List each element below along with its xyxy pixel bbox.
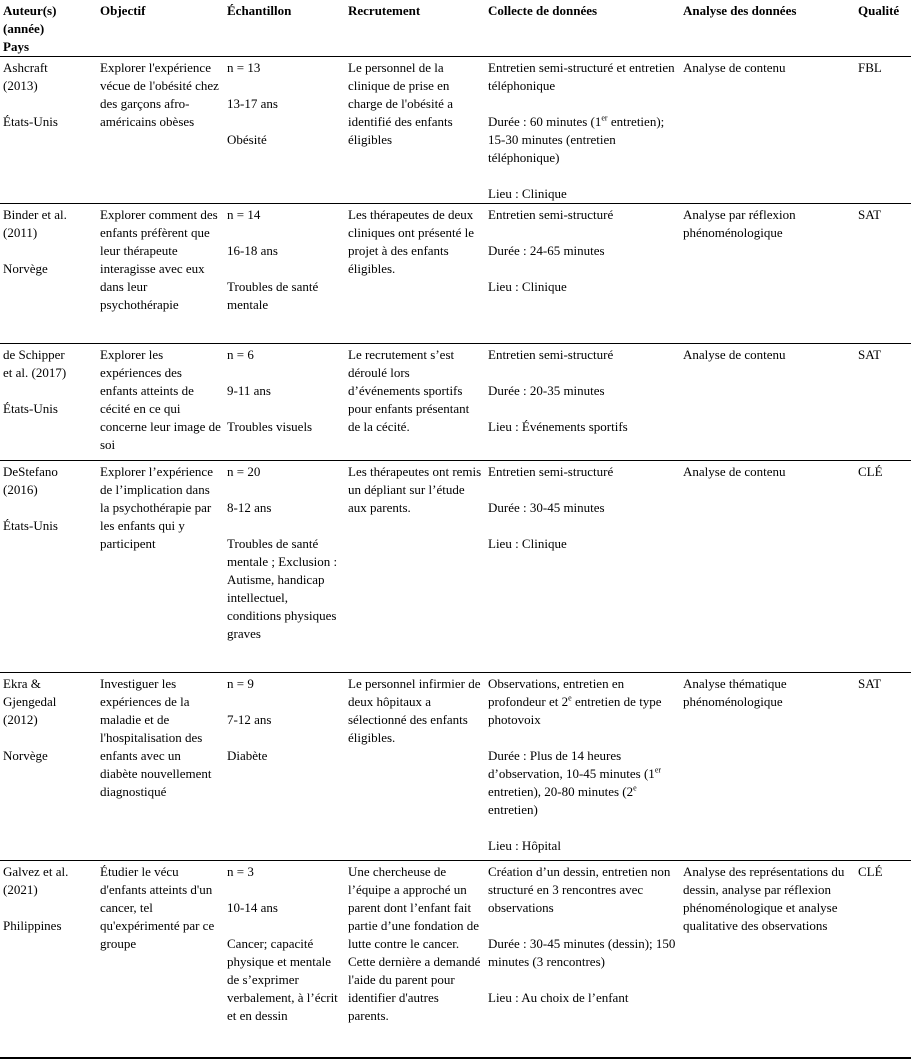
- cell-recrutement: Les thérapeutes ont remis un dépliant sur l’étude aux parents.: [345, 461, 485, 673]
- cell-objectif: Investiguer les expériences de la maladie et de l'hospitalisation des enfants avec un diabète nouvellement diagnostiqué: [97, 673, 224, 861]
- study-author: Binder et al. (2011): [3, 207, 67, 240]
- sample-condition: Diabète: [227, 748, 268, 763]
- cell-analyse: Analyse thématique phénoménologique: [680, 673, 855, 861]
- study-author: Ashcraft (2013): [3, 60, 48, 93]
- header-recrutement: Recrutement: [345, 0, 485, 57]
- collection-duration: Durée : 24-65 minutes: [488, 243, 605, 258]
- cell-echantillon: [224, 861, 345, 1058]
- sample-size: n = 3: [227, 864, 254, 879]
- cell-recrutement: Les thérapeutes de deux cliniques ont présenté le projet à des enfants éligibles.: [345, 204, 485, 344]
- study-country: États-Unis: [3, 518, 58, 533]
- sample-condition: Cancer; capacité physique et mentale de s’exprimer verbalement, à l’écrit et en dessin: [227, 936, 338, 1023]
- cell-auteur: [0, 861, 97, 1058]
- cell-auteur: [0, 461, 97, 673]
- collection-location: Lieu : Hôpital: [488, 838, 561, 853]
- table-row: [0, 673, 911, 861]
- header-echantillon: Échantillon: [224, 0, 345, 57]
- cell-qualite: CLÉ: [855, 461, 911, 673]
- cell-qualite: SAT: [855, 344, 911, 461]
- table-row: [0, 461, 911, 673]
- header-objectif: Objectif: [97, 0, 224, 57]
- study-author: de Schipper et al. (2017): [3, 347, 67, 380]
- study-author: DeStefano (2016): [3, 464, 58, 497]
- study-country: Norvège: [3, 748, 48, 763]
- cell-echantillon: [224, 344, 345, 461]
- collection-method: Création d’un dessin, entretien non structuré en 3 rencontres avec observations: [488, 864, 671, 915]
- cell-objectif: Étudier le vécu d'enfants atteints d'un cancer, tel qu'expérimenté par ce groupe: [97, 861, 224, 1058]
- study-author: Galvez et al. (2021): [3, 864, 69, 897]
- cell-echantillon: [224, 57, 345, 204]
- cell-recrutement: Le personnel infirmier de deux hôpitaux a sélectionné des enfants éligibles.: [345, 673, 485, 861]
- collection-method: Entretien semi-structuré: [488, 347, 614, 362]
- cell-objectif: Explorer l’expérience de l’implication dans la psychothérapie par les enfants qui y participent: [97, 461, 224, 673]
- cell-objectif: Explorer comment des enfants préfèrent que leur thérapeute interagisse avec eux dans leur psychothérapie: [97, 204, 224, 344]
- cell-objectif: Explorer les expériences des enfants atteints de cécité en ce qui concerne leur image de soi: [97, 344, 224, 461]
- cell-echantillon: [224, 204, 345, 344]
- collection-duration: Durée : Plus de 14 heures d’observation, 10-45 minutes (1er entretien), 20-80 minutes (2e entretien): [488, 748, 662, 817]
- sample-age: 8-12 ans: [227, 500, 272, 515]
- sample-age: 13-17 ans: [227, 96, 278, 111]
- cell-echantillon: [224, 461, 345, 673]
- collection-location: Lieu : Clinique: [488, 279, 567, 294]
- sample-age: 16-18 ans: [227, 243, 278, 258]
- study-country: États-Unis: [3, 401, 58, 416]
- sample-size: n = 9: [227, 676, 254, 691]
- collection-duration: Durée : 30-45 minutes (dessin); 150 minutes (3 rencontres): [488, 936, 676, 969]
- table-row: [0, 861, 911, 1058]
- collection-method: Observations, entretien en profondeur et 2e entretien de type photovoix: [488, 676, 662, 727]
- cell-analyse: Analyse de contenu: [680, 461, 855, 673]
- cell-recrutement: Une chercheuse de l’équipe a approché un parent dont l’enfant fait partie d’une fondation de lutte contre le cancer. Cette dernière a demandé l'aide du parent pour identifier d'autres parents.: [345, 861, 485, 1058]
- cell-objectif: Explorer l'expérience vécue de l'obésité chez des garçons afro-américains obèses: [97, 57, 224, 204]
- sample-size: n = 14: [227, 207, 261, 222]
- sample-condition: Obésité: [227, 132, 267, 147]
- cell-collecte: [485, 344, 680, 461]
- collection-duration: Durée : 30-45 minutes: [488, 500, 605, 515]
- sample-condition: Troubles de santé mentale ; Exclusion : Autisme, handicap intellectuel, conditions physiques graves: [227, 536, 338, 641]
- header-auteur: Auteur(s) (année) Pays: [0, 0, 97, 57]
- cell-analyse: Analyse par réflexion phénoménologique: [680, 204, 855, 344]
- table-row: [0, 344, 911, 461]
- collection-duration: Durée : 20-35 minutes: [488, 383, 605, 398]
- study-country: Philippines: [3, 918, 62, 933]
- sample-size: n = 6: [227, 347, 254, 362]
- cell-analyse: Analyse de contenu: [680, 57, 855, 204]
- collection-location: Lieu : Clinique: [488, 186, 567, 201]
- cell-analyse: Analyse de contenu: [680, 344, 855, 461]
- collection-location: Lieu : Clinique: [488, 536, 567, 551]
- cell-collecte: [485, 57, 680, 204]
- cell-qualite: FBL: [855, 57, 911, 204]
- cell-qualite: CLÉ: [855, 861, 911, 1058]
- study-author: Ekra & Gjengedal (2012): [3, 676, 57, 727]
- sample-size: n = 20: [227, 464, 261, 479]
- table-row: [0, 57, 911, 204]
- cell-qualite: SAT: [855, 204, 911, 344]
- sample-age: 10-14 ans: [227, 900, 278, 915]
- cell-collecte: [485, 673, 680, 861]
- table-header: [0, 0, 911, 57]
- header-qualite: Qualité: [855, 0, 911, 57]
- cell-collecte: [485, 861, 680, 1058]
- cell-collecte: [485, 204, 680, 344]
- cell-recrutement: Le personnel de la clinique de prise en charge de l'obésité a identifié des enfants éligibles: [345, 57, 485, 204]
- cell-qualite: SAT: [855, 673, 911, 861]
- sample-age: 9-11 ans: [227, 383, 271, 398]
- cell-auteur: [0, 673, 97, 861]
- study-country: États-Unis: [3, 114, 58, 129]
- collection-location: Lieu : Événements sportifs: [488, 419, 628, 434]
- cell-recrutement: Le recrutement s’est déroulé lors d’événements sportifs pour enfants présentant de la cécité.: [345, 344, 485, 461]
- header-analyse: Analyse des données: [680, 0, 855, 57]
- collection-method: Entretien semi-structuré: [488, 207, 614, 222]
- sample-age: 7-12 ans: [227, 712, 272, 727]
- cell-auteur: [0, 344, 97, 461]
- header-collecte: Collecte de données: [485, 0, 680, 57]
- cell-analyse: Analyse des représentations du dessin, analyse par réflexion phénoménologique et analyse qualitative des observations: [680, 861, 855, 1058]
- collection-method: Entretien semi-structuré et entretien téléphonique: [488, 60, 675, 93]
- collection-duration: Durée : 60 minutes (1er entretien); 15-30 minutes (entretien téléphonique): [488, 113, 665, 165]
- sample-size: n = 13: [227, 60, 261, 75]
- study-country: Norvège: [3, 261, 48, 276]
- cell-auteur: [0, 57, 97, 204]
- table-row: [0, 204, 911, 344]
- collection-location: Lieu : Au choix de l’enfant: [488, 990, 629, 1005]
- cell-echantillon: [224, 673, 345, 861]
- cell-auteur: [0, 204, 97, 344]
- sample-condition: Troubles visuels: [227, 419, 313, 434]
- sample-condition: Troubles de santé mentale: [227, 279, 319, 312]
- collection-method: Entretien semi-structuré: [488, 464, 614, 479]
- cell-collecte: [485, 461, 680, 673]
